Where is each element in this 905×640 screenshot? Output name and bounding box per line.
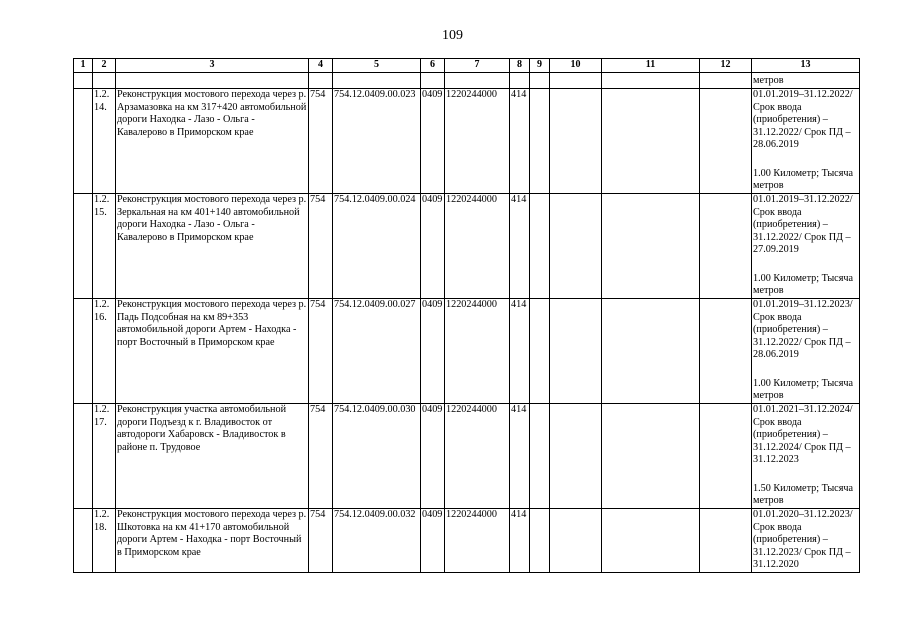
code-col5: 754.12.0409.00.023 bbox=[333, 89, 421, 194]
code-col4: 754 bbox=[309, 299, 333, 404]
continuation-unit: метров bbox=[752, 73, 860, 89]
col-header: 10 bbox=[550, 59, 602, 73]
table-row bbox=[74, 89, 860, 194]
capacity-text: 1.00 Километр; Тысяча метров bbox=[753, 167, 854, 192]
row-number: 1.2.15. bbox=[93, 194, 116, 299]
data-table bbox=[73, 58, 860, 573]
code-col8: 414 bbox=[510, 299, 530, 404]
col-header: 1 bbox=[74, 59, 93, 73]
col-header: 8 bbox=[510, 59, 530, 73]
col-header: 5 bbox=[333, 59, 421, 73]
object-name: Реконструкция участка автомобильной дороги Подъезд к г. Владивосток от автодороги Хабаровск - Владивосток в районе п. Трудовое bbox=[116, 404, 309, 509]
object-name: Реконструкция мостового перехода через р. Зеркальная на км 401+140 автомобильной дороги Находка - Лазо - Ольга - Кавалерово в Приморском крае bbox=[116, 194, 309, 299]
col-header: 4 bbox=[309, 59, 333, 73]
code-col5: 754.12.0409.00.027 bbox=[333, 299, 421, 404]
capacity-text: 1.00 Километр; Тысяча метров bbox=[753, 272, 854, 297]
code-col7: 1220244000 bbox=[445, 194, 510, 299]
code-col8: 414 bbox=[510, 509, 530, 573]
code-col7: 1220244000 bbox=[445, 404, 510, 509]
code-col8: 414 bbox=[510, 89, 530, 194]
col-header: 12 bbox=[700, 59, 752, 73]
col-header: 3 bbox=[116, 59, 309, 73]
code-col7: 1220244000 bbox=[445, 89, 510, 194]
continuation-row bbox=[74, 73, 860, 89]
col-header: 7 bbox=[445, 59, 510, 73]
table-row bbox=[74, 299, 860, 404]
code-col6: 0409 bbox=[421, 404, 445, 509]
code-col6: 0409 bbox=[421, 89, 445, 194]
period-text: 01.01.2019–31.12.2023/ Срок ввода (приобретения) – 31.12.2022/ Срок ПД – 28.06.2019 bbox=[753, 299, 853, 361]
period-text: 01.01.2020–31.12.2023/ Срок ввода (приобретения) – 31.12.2023/ Срок ПД – 31.12.2020 bbox=[753, 509, 853, 571]
code-col5: 754.12.0409.00.024 bbox=[333, 194, 421, 299]
period-text: 01.01.2019–31.12.2022/ Срок ввода (приобретения) – 31.12.2022/ Срок ПД – 27.09.2019 bbox=[753, 194, 853, 256]
code-col6: 0409 bbox=[421, 299, 445, 404]
object-name: Реконструкция мостового перехода через р. Падь Подсобная на км 89+353 автомобильной дороги Артем - Находка - порт Восточный в Приморском крае bbox=[116, 299, 309, 404]
object-name: Реконструкция мостового перехода через р. Шкотовка на км 41+170 автомобильной дороги Артем - Находка - порт Восточный в Приморском крае bbox=[116, 509, 309, 573]
code-col4: 754 bbox=[309, 404, 333, 509]
col-header: 2 bbox=[93, 59, 116, 73]
code-col7: 1220244000 bbox=[445, 509, 510, 573]
code-col5: 754.12.0409.00.030 bbox=[333, 404, 421, 509]
capacity-text: 1.00 Километр; Тысяча метров bbox=[753, 377, 854, 402]
row-number: 1.2.14. bbox=[93, 89, 116, 194]
table-row bbox=[74, 194, 860, 299]
code-col5: 754.12.0409.00.032 bbox=[333, 509, 421, 573]
code-col8: 414 bbox=[510, 194, 530, 299]
code-col4: 754 bbox=[309, 89, 333, 194]
period-text: 01.01.2021–31.12.2024/ Срок ввода (приобретения) – 31.12.2024/ Срок ПД – 31.12.2023 bbox=[753, 404, 853, 466]
table-row bbox=[74, 509, 860, 573]
code-col6: 0409 bbox=[421, 509, 445, 573]
capacity-text: 1.50 Километр; Тысяча метров bbox=[753, 482, 854, 507]
row-number: 1.2.18. bbox=[93, 509, 116, 573]
col-header: 11 bbox=[602, 59, 700, 73]
code-col4: 754 bbox=[309, 509, 333, 573]
object-name: Реконструкция мостового перехода через р. Арзамазовка на км 317+420 автомобильной дороги Находка - Лазо - Ольга - Кавалерово в Приморском крае bbox=[116, 89, 309, 194]
col-header: 9 bbox=[530, 59, 550, 73]
col-header: 13 bbox=[752, 59, 860, 73]
page-number: 109 bbox=[442, 28, 463, 43]
code-col6: 0409 bbox=[421, 194, 445, 299]
row-number: 1.2.17. bbox=[93, 404, 116, 509]
col-header: 6 bbox=[421, 59, 445, 73]
row-number: 1.2.16. bbox=[93, 299, 116, 404]
code-col4: 754 bbox=[309, 194, 333, 299]
code-col8: 414 bbox=[510, 404, 530, 509]
code-col7: 1220244000 bbox=[445, 299, 510, 404]
table-row bbox=[74, 404, 860, 509]
period-text: 01.01.2019–31.12.2022/ Срок ввода (приобретения) – 31.12.2022/ Срок ПД – 28.06.2019 bbox=[753, 89, 853, 151]
header-row bbox=[74, 59, 860, 73]
